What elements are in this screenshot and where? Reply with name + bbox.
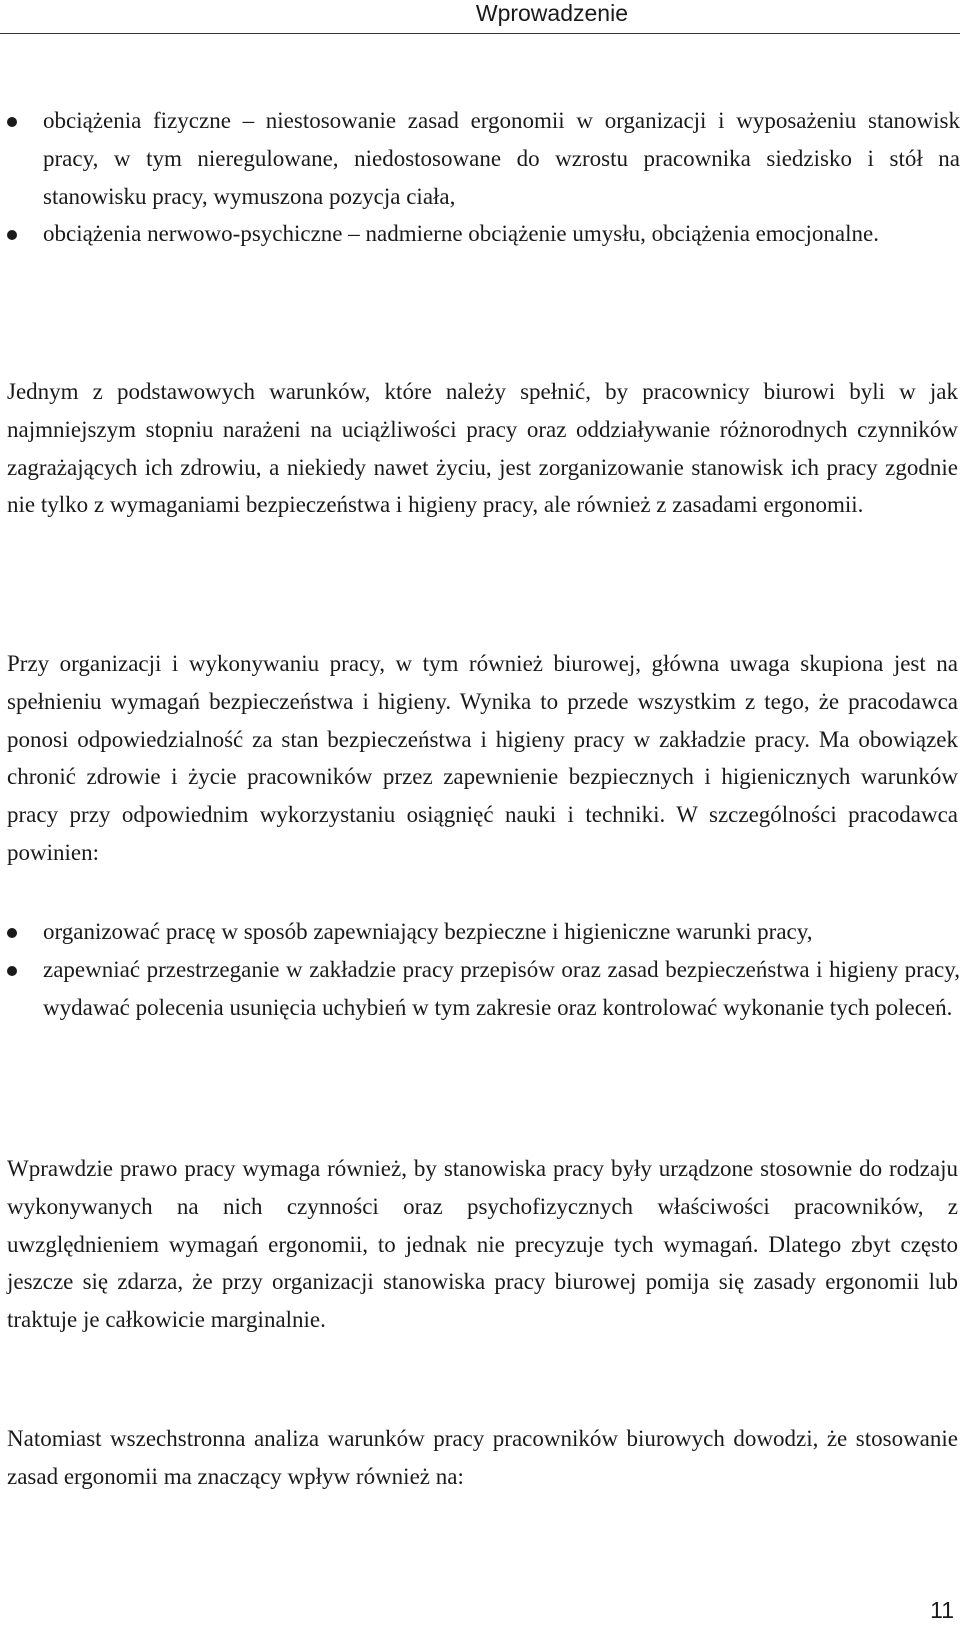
paragraph: Wprawdzie prawo pracy wymaga również, by stanowiska pracy były urządzone stosownie do rodzaju wykonywanych na nich czynności oraz psychofizycznych właściwości pracowników, z uwzględnieniem wymagań ergonomii, to jednak nie precyzuje tych wymagań. Dlatego zbyt często jeszcze się zdarza, że przy organizacji stanowiska pracy biurowej pomija się zasady ergonomii lub traktuje je całkowicie marginalnie. xyxy=(7,1156,958,1333)
bullet-item xyxy=(0,102,960,215)
paragraph: Jednym z podstawowych warunków, które należy spełnić, by pracownicy biurowi byli w jak najmniejszym stopniu narażeni na uciążliwości pracy oraz oddziaływanie różnorodnych czynników zagrażających ich zdrowiu, a niekiedy nawet życiu, jest zorganizowanie stanowisk ich pracy zgodnie nie tylko z wymaganiami bezpieczeństwa i higieny pracy, ale również z zasadami ergonomii. xyxy=(7,379,958,518)
bullet-dot-icon xyxy=(7,230,17,240)
bullet-item xyxy=(0,215,960,253)
bullet-text: obciążenia nerwowo-psychiczne – nadmierne obciążenie umysłu, obciążenia emocjonalne. xyxy=(43,221,879,247)
bullet-list-hazards xyxy=(0,102,960,253)
bullet-text: organizować pracę w sposób zapewniający bezpieczne i higieniczne warunki pracy, xyxy=(43,919,813,944)
paragraph: Przy organizacji i wykonywaniu pracy, w tym również biurowej, główna uwaga skupiona jest na spełnieniu wymagań bezpieczeństwa i higieny. Wynika to przede wszystkim z tego, że pracodawca ponosi odpowiedzialność za stan bezpieczeństwa i higieny pracy w zakładzie pracy. Ma obowiązek chronić zdrowie i życie pracowników przez zapewnienie bezpiecznych i higienicznych warunków pracy przy odpowiednim wykorzystaniu osiągnięć nauki i techniki. W szczególności pracodawca powinien: xyxy=(7,651,958,865)
page-number: 11 xyxy=(930,1597,954,1623)
bullet-text: obciążenia fizyczne – niestosowanie zasad ergonomii w organizacji i wyposażeniu stanowisk pracy, w tym nieregulowane, niedostosowane do wzrostu pracownika siedzisko i stół na stanowisku pracy, wymuszona pozycja ciała, xyxy=(43,108,960,209)
bullet-text: zapewniać przestrzeganie w zakładzie pracy przepisów oraz zasad bezpieczeństwa i higieny pracy, wydawać polecenia usunięcia uchybień w tym zakresie oraz kontrolować wykonanie tych poleceń. xyxy=(43,956,960,1020)
bullet-dot-icon xyxy=(7,928,17,938)
bullet-dot-icon xyxy=(7,966,17,976)
bullet-dot-icon xyxy=(7,117,17,127)
bullet-item xyxy=(0,951,960,1027)
running-header-title: Wprowadzenie xyxy=(475,0,628,26)
bullet-list-employer-duties xyxy=(0,913,960,1026)
bullet-item xyxy=(0,913,960,951)
paragraph: Natomiast wszechstronna analiza warunków pracy pracowników biurowych dowodzi, że stosowanie zasad ergonomii ma znaczący wpływ również na: xyxy=(7,1426,958,1489)
running-header xyxy=(0,0,960,34)
